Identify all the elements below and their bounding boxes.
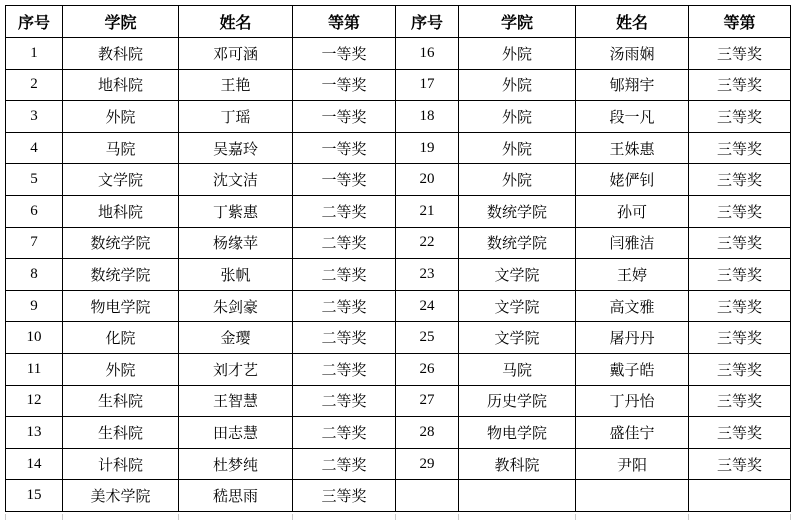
gridline-stub bbox=[292, 514, 293, 520]
table-cell: 外院 bbox=[459, 164, 576, 196]
table-cell: 外院 bbox=[459, 101, 576, 133]
table-cell: 数统学院 bbox=[63, 227, 179, 259]
table-cell: 吴嘉玲 bbox=[179, 132, 293, 164]
table-cell: 邓可涵 bbox=[179, 38, 293, 70]
table-cell: 10 bbox=[6, 322, 63, 354]
table-cell: 三等奖 bbox=[293, 480, 396, 512]
table-cell: 三等奖 bbox=[689, 38, 791, 70]
table-row bbox=[6, 353, 791, 385]
table-cell: 王姝惠 bbox=[576, 132, 689, 164]
table-cell: 17 bbox=[396, 69, 459, 101]
table-cell: 一等奖 bbox=[293, 101, 396, 133]
table-cell: 高文雅 bbox=[576, 290, 689, 322]
table-cell: 3 bbox=[6, 101, 63, 133]
column-header: 学院 bbox=[63, 6, 179, 38]
table-cell: 二等奖 bbox=[293, 385, 396, 417]
table-cell: 一等奖 bbox=[293, 164, 396, 196]
table-cell: 8 bbox=[6, 259, 63, 291]
table-cell: 戴子皓 bbox=[576, 353, 689, 385]
gridline-stub bbox=[575, 514, 576, 520]
table-row bbox=[6, 448, 791, 480]
column-header: 姓名 bbox=[576, 6, 689, 38]
table-cell: 孙可 bbox=[576, 195, 689, 227]
table-cell: 26 bbox=[396, 353, 459, 385]
table-cell: 二等奖 bbox=[293, 448, 396, 480]
table-cell: 2 bbox=[6, 69, 63, 101]
table-cell: 地科院 bbox=[63, 195, 179, 227]
table-cell: 外院 bbox=[459, 38, 576, 70]
table-cell: 沈文洁 bbox=[179, 164, 293, 196]
table-cell: 二等奖 bbox=[293, 227, 396, 259]
table-cell: 外院 bbox=[63, 353, 179, 385]
table-cell: 外院 bbox=[459, 69, 576, 101]
table-cell bbox=[459, 480, 576, 512]
table-cell: 三等奖 bbox=[689, 322, 791, 354]
table-cell: 丁紫惠 bbox=[179, 195, 293, 227]
table-cell: 29 bbox=[396, 448, 459, 480]
table-cell: 王婷 bbox=[576, 259, 689, 291]
table-row bbox=[6, 322, 791, 354]
table-cell: 姥俨钊 bbox=[576, 164, 689, 196]
table-cell: 生科院 bbox=[63, 385, 179, 417]
table-cell: 汤雨娴 bbox=[576, 38, 689, 70]
table-cell: 三等奖 bbox=[689, 259, 791, 291]
table-cell: 丁瑶 bbox=[179, 101, 293, 133]
table-cell: 丁丹怡 bbox=[576, 385, 689, 417]
table-cell: 三等奖 bbox=[689, 385, 791, 417]
table-cell: 朱剑豪 bbox=[179, 290, 293, 322]
table-cell: 三等奖 bbox=[689, 417, 791, 449]
table-cell: 三等奖 bbox=[689, 353, 791, 385]
table-row bbox=[6, 132, 791, 164]
table-cell: 王智慧 bbox=[179, 385, 293, 417]
table-cell: 嵇思雨 bbox=[179, 480, 293, 512]
table-cell: 物电学院 bbox=[459, 417, 576, 449]
table-cell: 27 bbox=[396, 385, 459, 417]
table-cell: 三等奖 bbox=[689, 132, 791, 164]
table-cell: 美术学院 bbox=[63, 480, 179, 512]
column-header: 姓名 bbox=[179, 6, 293, 38]
table-cell: 外院 bbox=[63, 101, 179, 133]
table-cell: 王艳 bbox=[179, 69, 293, 101]
table-row bbox=[6, 480, 791, 512]
table-cell: 金璎 bbox=[179, 322, 293, 354]
table-cell: 22 bbox=[396, 227, 459, 259]
table-cell: 12 bbox=[6, 385, 63, 417]
table-cell: 盛佳宁 bbox=[576, 417, 689, 449]
table-cell: 物电学院 bbox=[63, 290, 179, 322]
table-cell: 文学院 bbox=[63, 164, 179, 196]
table-row bbox=[6, 259, 791, 291]
table-cell: 田志慧 bbox=[179, 417, 293, 449]
table-cell: 三等奖 bbox=[689, 195, 791, 227]
table-cell: 13 bbox=[6, 417, 63, 449]
column-header: 等第 bbox=[689, 6, 791, 38]
table-row bbox=[6, 38, 791, 70]
table-cell: 25 bbox=[396, 322, 459, 354]
table-cell: 16 bbox=[396, 38, 459, 70]
table-cell: 历史学院 bbox=[459, 385, 576, 417]
table-cell: 尹阳 bbox=[576, 448, 689, 480]
table-cell bbox=[689, 480, 791, 512]
table-row bbox=[6, 227, 791, 259]
table-cell: 数统学院 bbox=[459, 195, 576, 227]
table-cell: 一等奖 bbox=[293, 38, 396, 70]
table-row bbox=[6, 101, 791, 133]
table-cell bbox=[396, 480, 459, 512]
table-cell: 二等奖 bbox=[293, 353, 396, 385]
table-cell: 化院 bbox=[63, 322, 179, 354]
table-cell: 杜梦纯 bbox=[179, 448, 293, 480]
table-cell: 5 bbox=[6, 164, 63, 196]
table-cell: 18 bbox=[396, 101, 459, 133]
table-cell: 6 bbox=[6, 195, 63, 227]
table-cell: 数统学院 bbox=[459, 227, 576, 259]
award-table bbox=[5, 5, 791, 512]
table-cell: 教科院 bbox=[63, 38, 179, 70]
table-row bbox=[6, 195, 791, 227]
table-cell: 教科院 bbox=[459, 448, 576, 480]
gridline-stub bbox=[395, 514, 396, 520]
gridline-stub bbox=[458, 514, 459, 520]
table-cell: 三等奖 bbox=[689, 227, 791, 259]
table-cell: 二等奖 bbox=[293, 322, 396, 354]
table-row bbox=[6, 69, 791, 101]
column-header: 等第 bbox=[293, 6, 396, 38]
cutoff-gridline-row bbox=[0, 513, 795, 519]
table-cell bbox=[576, 480, 689, 512]
table-cell: 马院 bbox=[459, 353, 576, 385]
table-body bbox=[6, 38, 791, 512]
table-row bbox=[6, 417, 791, 449]
table-cell: 张帆 bbox=[179, 259, 293, 291]
gridline-stub bbox=[178, 514, 179, 520]
table-cell: 23 bbox=[396, 259, 459, 291]
table-cell: 地科院 bbox=[63, 69, 179, 101]
gridline-stub bbox=[5, 514, 6, 520]
table-cell: 二等奖 bbox=[293, 195, 396, 227]
table-cell: 三等奖 bbox=[689, 448, 791, 480]
table-cell: 二等奖 bbox=[293, 259, 396, 291]
table-cell: 三等奖 bbox=[689, 101, 791, 133]
table-cell: 二等奖 bbox=[293, 417, 396, 449]
table-cell: 文学院 bbox=[459, 259, 576, 291]
table-cell: 三等奖 bbox=[689, 290, 791, 322]
table-cell: 文学院 bbox=[459, 290, 576, 322]
table-cell: 刘才艺 bbox=[179, 353, 293, 385]
table-cell: 马院 bbox=[63, 132, 179, 164]
header-row bbox=[6, 6, 791, 38]
table-cell: 4 bbox=[6, 132, 63, 164]
table-cell: 郇翔宇 bbox=[576, 69, 689, 101]
gridline-stub bbox=[688, 514, 689, 520]
table-row bbox=[6, 385, 791, 417]
table-cell: 段一凡 bbox=[576, 101, 689, 133]
table-cell: 9 bbox=[6, 290, 63, 322]
table-cell: 24 bbox=[396, 290, 459, 322]
table-row bbox=[6, 290, 791, 322]
table-row bbox=[6, 164, 791, 196]
table-cell: 三等奖 bbox=[689, 69, 791, 101]
table-cell: 二等奖 bbox=[293, 290, 396, 322]
table-cell: 21 bbox=[396, 195, 459, 227]
column-header: 序号 bbox=[396, 6, 459, 38]
table-cell: 杨缘苹 bbox=[179, 227, 293, 259]
table-cell: 计科院 bbox=[63, 448, 179, 480]
column-header: 学院 bbox=[459, 6, 576, 38]
table-cell: 15 bbox=[6, 480, 63, 512]
table-cell: 闫雅洁 bbox=[576, 227, 689, 259]
table-cell: 28 bbox=[396, 417, 459, 449]
table-cell: 屠丹丹 bbox=[576, 322, 689, 354]
gridline-stub bbox=[790, 514, 791, 520]
table-cell: 14 bbox=[6, 448, 63, 480]
gridline-stub bbox=[62, 514, 63, 520]
table-cell: 文学院 bbox=[459, 322, 576, 354]
table-cell: 生科院 bbox=[63, 417, 179, 449]
table-cell: 一等奖 bbox=[293, 69, 396, 101]
table-cell: 三等奖 bbox=[689, 164, 791, 196]
table-cell: 一等奖 bbox=[293, 132, 396, 164]
table-cell: 19 bbox=[396, 132, 459, 164]
column-header: 序号 bbox=[6, 6, 63, 38]
table-cell: 11 bbox=[6, 353, 63, 385]
table-cell: 7 bbox=[6, 227, 63, 259]
table-cell: 外院 bbox=[459, 132, 576, 164]
table-cell: 20 bbox=[396, 164, 459, 196]
table-cell: 1 bbox=[6, 38, 63, 70]
table-cell: 数统学院 bbox=[63, 259, 179, 291]
